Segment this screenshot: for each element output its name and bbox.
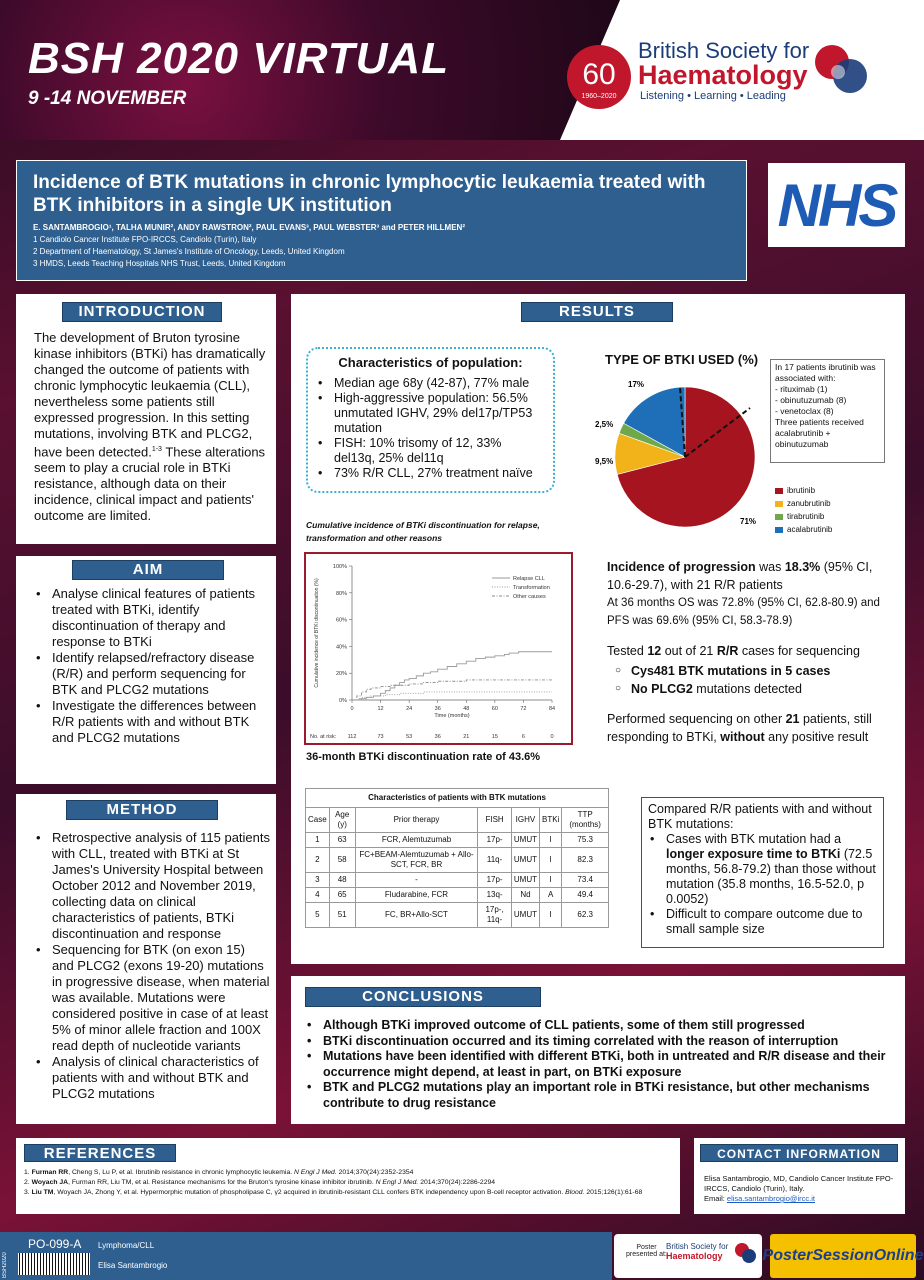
pie-legend-item — [775, 484, 832, 497]
intro-text-a: The development of Bruton tyrosine kinase inhibitors (BTKi) has dramatically changed the outcome of patients with chronic lymphocytic leukaemia (CLL), nevertheless some patients still expressed progression. In this setting mutations, involving BTK and PLCG2, have been detected. — [34, 330, 266, 460]
contact-panel — [694, 1138, 905, 1214]
at-risk-value: 112 — [347, 734, 357, 740]
conclusions-heading: CONCLUSIONS — [305, 987, 541, 1007]
pie-label-tirabrutinib: 2,5% — [595, 420, 614, 429]
table-header-cell: TTP (months) — [562, 808, 609, 833]
pie-note-line: - obinutuzumab (8) — [775, 395, 847, 405]
table-cell: A — [539, 888, 561, 903]
table-header-cell: IGHV — [511, 808, 539, 833]
y-tick-label: 80% — [335, 590, 347, 597]
pie-legend-item — [775, 510, 832, 523]
conference-dates: 9 -14 NOVEMBER — [28, 88, 187, 109]
affiliation-1: 1 Candiolo Cancer Institute FPO-IRCCS, Candiolo (Turin), Italy — [33, 235, 257, 244]
footer-bar — [0, 1232, 612, 1280]
cumulative-caption: Cumulative incidence of BTKi discontinuation for relapse, transformation and other reasons — [306, 520, 540, 543]
pie-note-box — [770, 359, 885, 463]
table-cell: 58 — [329, 848, 355, 873]
population-item: • High-aggressive population: 56.5% unmutated IGHV, 29% del17p/TP53 mutation — [316, 391, 545, 436]
table-cell: 63 — [329, 833, 355, 848]
table-header-cell: FISH — [478, 808, 512, 833]
pso-text: PosterSessionOnline — [762, 1247, 924, 1264]
contact-heading: CONTACT INFORMATION — [700, 1144, 898, 1162]
contact-text — [704, 1174, 899, 1204]
y-tick-label: 60% — [335, 617, 347, 624]
table-row — [306, 873, 609, 888]
x-tick-label: 60 — [491, 706, 498, 712]
method-item: • Sequencing for BTK (on exon 15) and PLCG2 (exons 19-20) mutations in progressive disease, when material was available. Mutations were considered positive in case of at least 5% of minor allele fraction and 100X read depth of nucleotide variants — [34, 942, 270, 1054]
affiliation-2: 2 Department of Haematology, St James's Institute of Oncology, Leeds, United Kingdom — [33, 247, 345, 256]
at-risk-value: 15 — [491, 734, 498, 740]
table-row — [306, 848, 609, 873]
conclusion-item: • BTK and PLCG2 mutations play an important role in BTKi resistance, but other mechanisms contribute to drug resistance — [305, 1080, 895, 1111]
x-tick-label: 48 — [463, 706, 470, 712]
table-cell: Nd — [511, 888, 539, 903]
legend-swatch-tirabrutinib — [775, 514, 783, 520]
cumulative-incidence-chart — [306, 554, 571, 743]
affiliation-3: 3 HMDS, Leeds Teaching Hospitals NHS Trust, Leeds, United Kingdom — [33, 259, 286, 268]
reference-item: 3. Liu TM, Woyach JA, Zhong Y, et al. Hypermorphic mutation of phospholipase C, γ2 acquired in ibrutinib-resistant CLL confers BTK independency upon B-cell receptor activation. Blood. 2015;126(1):61-68 — [24, 1189, 643, 1196]
population-title: Characteristics of population: — [338, 355, 523, 370]
footer-category: Lymphoma/CLL — [98, 1241, 155, 1250]
pie-note-line: - venetoclax (8) — [775, 406, 834, 416]
references-panel — [16, 1138, 680, 1214]
table-cell: 75.3 — [562, 833, 609, 848]
y-tick-label: 0% — [339, 698, 347, 704]
introduction-heading: INTRODUCTION — [62, 302, 222, 322]
discontinuation-rate: 36-month BTKi discontinuation rate of 43.6% — [306, 751, 541, 763]
comparison-item: • Difficult to compare outcome due to small sample size — [648, 907, 877, 937]
legend-swatch-acalabrutinib — [775, 527, 783, 533]
table-header-row — [306, 808, 609, 833]
contact-email-link[interactable]: elisa.santambrogio@ircc.it — [726, 1194, 815, 1203]
population-item: • FISH: 10% trisomy of 12, 33% del13q, 25% del11q — [316, 436, 545, 466]
aim-heading: AIM — [72, 560, 224, 580]
results-heading: RESULTS — [521, 302, 673, 322]
aim-panel — [16, 556, 276, 784]
table-cell: UMUT — [511, 903, 539, 928]
introduction-text — [34, 330, 270, 524]
references-list — [24, 1168, 674, 1198]
intro-citation: 1-3 — [151, 446, 162, 453]
x-tick-label: 72 — [520, 706, 527, 712]
legend-label: tirabrutinib — [787, 512, 825, 521]
table-cell: I — [539, 833, 561, 848]
table-cell: UMUT — [511, 873, 539, 888]
series-line-other-causes — [352, 680, 552, 700]
table-cell: 17p- — [478, 833, 512, 848]
contact-body: Elisa Santambrogio, MD, Candiolo Cancer Institute FPO-IRCCS, Candiolo (Turin), Italy. — [704, 1174, 894, 1193]
reference-item: 2. Woyach JA, Furman RR, Liu TM, et al. Resistance mechanisms for the Bruton's tyrosine kinase inhibitor ibrutinib. N Engl J Med. 2014;370(24):2286-2294 — [24, 1179, 496, 1186]
progression-p1: Incidence of progression was 18.3% (95% CI, 10.6-29.7), with 21 R/R patients — [607, 560, 873, 592]
legend-label: ibrutinib — [787, 486, 816, 495]
table-cell: 11q- — [478, 848, 512, 873]
table-cell: 62.3 — [562, 903, 609, 928]
comparison-intro: Compared R/R patients with and without BTK mutations: — [648, 802, 872, 831]
method-item: • Analysis of clinical characteristics of patients with and without BTK and PLCG2 mutations — [34, 1054, 270, 1102]
at-risk-value: 0 — [550, 734, 554, 740]
comparison-item: • Cases with BTK mutation had a longer exposure time to BTKi (72.5 months, 56.8-79.2) than those without mutation (35.8 months, 16.5-52.0, p 0.0052) — [648, 832, 877, 907]
legend-label: zanubrutinib — [787, 499, 831, 508]
table-header-cell: Age (y) — [329, 808, 355, 833]
table-cell: Fludarabine, FCR — [355, 888, 478, 903]
poster-title: Incidence of BTK mutations in chronic lymphocytic leukaemia treated with BTK inhibitors in a single UK institution — [33, 172, 706, 216]
pie-label-zanubrutinib: 9,5% — [595, 457, 614, 466]
table-cell: 82.3 — [562, 848, 609, 873]
barcode-icon — [18, 1253, 90, 1275]
legend-entry: Relapse CLL — [513, 576, 545, 582]
nhs-logo-box — [768, 163, 905, 247]
aim-item: • Identify relapsed/refractory disease (R/R) and perform sequencing for BTK and PLCG2 mutations — [34, 650, 264, 698]
legend-entry: Transformation — [513, 585, 550, 591]
at-risk-value: 6 — [521, 734, 525, 740]
y-tick-label: 100% — [332, 564, 347, 570]
logo-years-text: 1960–2020 — [581, 93, 617, 100]
table-cell: I — [539, 873, 561, 888]
intro-text-b: These alterations seem to play a crucial role in BTKi resistance, although data on their incidence, clinical impact and patients' outcome are limited. — [34, 444, 266, 524]
table-cell: 51 — [329, 903, 355, 928]
legend-label: acalabrutinib — [787, 525, 833, 534]
table-header-cell: Case — [306, 808, 330, 833]
logo-60-text: 60 — [582, 58, 616, 91]
progression-p3: Tested 12 out of 21 R/R cases for sequencing — [607, 644, 860, 658]
table-cell: I — [539, 903, 561, 928]
method-heading: METHOD — [66, 800, 218, 820]
method-panel — [16, 794, 276, 1124]
conclusions-panel — [291, 976, 905, 1124]
table-cell: FCR, Alemtuzumab — [355, 833, 478, 848]
table-cell: 17p-, 11q- — [478, 903, 512, 928]
table-cell: 4 — [306, 888, 330, 903]
x-tick-label: 36 — [434, 706, 441, 712]
btki-pie-chart — [590, 372, 760, 532]
x-tick-label: 12 — [377, 706, 384, 712]
table-cell: UMUT — [511, 833, 539, 848]
y-tick-label: 20% — [335, 671, 347, 678]
at-risk-value: 53 — [406, 734, 413, 740]
conclusion-item: • BTKi discontinuation occurred and its timing correlated with the reason of interruption — [305, 1034, 895, 1050]
btk-mutation-table — [305, 788, 609, 928]
x-tick-label: 84 — [548, 706, 556, 712]
anniversary-logo — [566, 44, 632, 110]
legend-entry: Other causes — [513, 594, 546, 600]
at-risk-value: 21 — [463, 734, 470, 740]
pie-note-line: - rituximab (1) — [775, 384, 828, 394]
series-line-relapse-cll — [352, 652, 552, 700]
table-cell: 17p- — [478, 873, 512, 888]
table-cell: 49.4 — [562, 888, 609, 903]
x-tick-label: 24 — [406, 706, 413, 712]
progression-text — [607, 558, 892, 746]
pie-note-line: Three patients received acalabrutinib + obinutuzumab — [775, 417, 864, 449]
legend-swatch-zanubrutinib — [775, 501, 783, 507]
cumulative-chart-box — [304, 552, 573, 745]
y-axis-label: Cumulative incidence of BTKi discontinuation (%) — [314, 578, 320, 688]
legend-swatch-ibrutinib — [775, 488, 783, 494]
authors: E. SANTAMBROGIO¹, TALHA MUNIR², ANDY RAWSTRON², PAUL EVANS³, PAUL WEBSTER³ and PETER HILLMEN² — [33, 223, 465, 232]
badge-society-line2: Haematology — [666, 1251, 723, 1261]
table-row — [306, 888, 609, 903]
method-item: • Retrospective analysis of 115 patients with CLL, treated with BTKi at St James's University Hospital between October 2012 and November 2019, collecting data on clinical characteristics of patients, BTKi discontinuation and response — [34, 830, 270, 942]
table-cell: 3 — [306, 873, 330, 888]
sequencing-sub-2: ○ No PLCG2 mutations detected — [607, 680, 892, 698]
introduction-panel — [16, 294, 276, 544]
society-circles-icon — [808, 38, 870, 100]
pie-label-ibrutinib: 71% — [740, 517, 757, 526]
pie-chart-title: TYPE OF BTKI USED (%) — [605, 352, 759, 367]
aim-item: • Analyse clinical features of patients treated with BTKi, identify discontinuation of therapy and response to BTKi — [34, 586, 264, 650]
society-name-line1: British Society for — [638, 38, 810, 63]
progression-p2: At 36 months OS was 72.8% (95% CI, 62.8-80.9) and PFS was 69.6% (95% CI, 58.3-78.9) — [607, 597, 880, 627]
table-cell: I — [539, 848, 561, 873]
population-box — [306, 347, 555, 493]
aim-item: • Investigate the differences between R/R patients with and without BTK and PLCG2 mutations — [34, 698, 264, 746]
table-header-cell: BTKi — [539, 808, 561, 833]
table-cell: 73.4 — [562, 873, 609, 888]
table-cell: UMUT — [511, 848, 539, 873]
table-cell: 2 — [306, 848, 330, 873]
presented-at-badge — [614, 1234, 762, 1278]
table-cell: 48 — [329, 873, 355, 888]
badge-circles-icon — [732, 1240, 758, 1266]
pie-legend-item — [775, 497, 832, 510]
x-tick-label: 0 — [350, 706, 354, 712]
table-header-cell: Prior therapy — [355, 808, 478, 833]
poster-id: PO-099-A — [28, 1237, 82, 1251]
email-label: Email: — [704, 1194, 727, 1203]
table-cell: 65 — [329, 888, 355, 903]
table-cell: 13q- — [478, 888, 512, 903]
society-name-line2: Haematology — [638, 60, 808, 90]
progression-p4: Performed sequencing on other 21 patients, still responding to BTKi, without any positive result — [607, 712, 872, 744]
society-tagline: Listening • Learning • Leading — [640, 90, 786, 102]
pie-note-line: In 17 patients ibrutinib was associated with: — [775, 362, 876, 383]
conclusion-item: • Although BTKi improved outcome of CLL patients, some of them still progressed — [305, 1018, 895, 1034]
y-tick-label: 40% — [335, 644, 347, 651]
conference-title: BSH 2020 VIRTUAL — [28, 34, 450, 83]
table-row — [306, 833, 609, 848]
population-item: • 73% R/R CLL, 27% treatment naïve — [316, 466, 545, 481]
at-risk-label: No. at risk: — [310, 734, 337, 740]
pie-legend — [775, 484, 832, 536]
x-axis-label: Time (months) — [434, 713, 470, 719]
presented-at-text: Poster presented at: — [626, 1244, 667, 1258]
sequencing-sub-1: ○ Cys481 BTK mutations in 5 cases — [607, 662, 892, 680]
at-risk-value: 36 — [434, 734, 441, 740]
footer-vertical-tag: BSH2020 — [2, 1252, 8, 1278]
table-row — [306, 903, 609, 928]
pie-legend-item — [775, 523, 832, 536]
table-cell: FC+BEAM-Alemtuzumab + Allo-SCT, FCR, BR — [355, 848, 478, 873]
nhs-logo: NHS — [777, 171, 896, 239]
references-heading: REFERENCES — [24, 1144, 176, 1162]
footer-author: Elisa Santambrogio — [98, 1261, 168, 1270]
table-cell: 1 — [306, 833, 330, 848]
table-cell: - — [355, 873, 478, 888]
poster-session-online-logo — [762, 1234, 924, 1278]
table-cell: FC, BR+Allo-SCT — [355, 903, 478, 928]
title-box — [16, 160, 747, 281]
pie-label-acalabrutinib: 17% — [628, 380, 645, 389]
reference-item: 1. Furman RR, Cheng S, Lu P, et al. Ibrutinib resistance in chronic lymphocytic leukemia. N Engl J Med. 2014;370(24):2352-2354 — [24, 1169, 414, 1176]
population-item: • Median age 68y (42-87), 77% male — [316, 376, 545, 391]
table-cell: 5 — [306, 903, 330, 928]
comparison-box — [641, 797, 884, 948]
table-caption: Characteristics of patients with BTK mutations — [306, 789, 609, 808]
conclusion-item: • Mutations have been identified with different BTKi, both in untreated and R/R disease and their occurrence might depend, at least in part, on BTKi exposure — [305, 1049, 895, 1080]
badge-society-line1: British Society for — [666, 1242, 729, 1251]
at-risk-value: 73 — [377, 734, 384, 740]
